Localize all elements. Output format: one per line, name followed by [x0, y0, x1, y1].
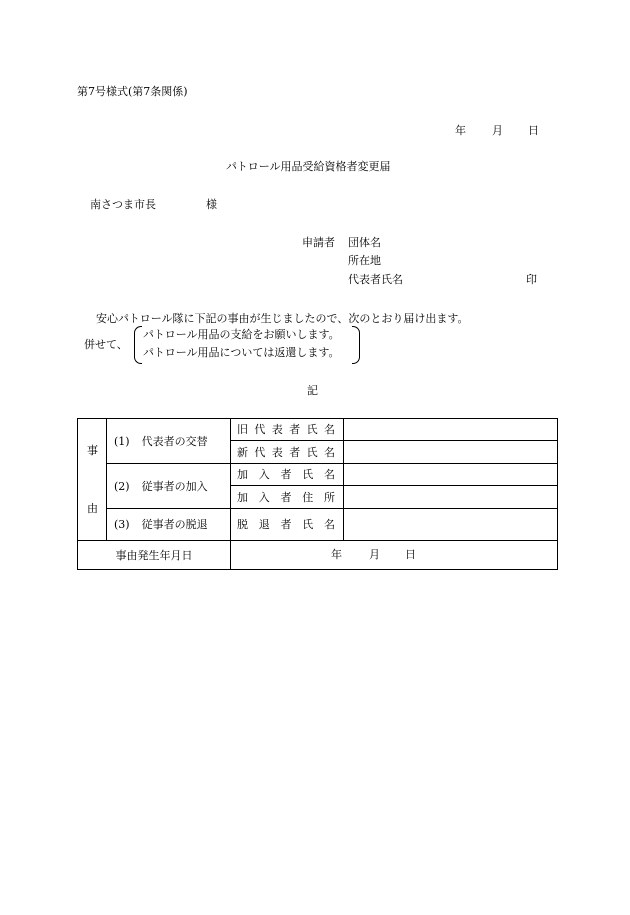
field-withdrawn-name-label: 脱退者氏名: [237, 518, 335, 531]
field-member-name-label: 加入者氏名: [237, 468, 335, 481]
form-number: 第7号様式(第7条関係): [77, 85, 188, 98]
left-bracket: [134, 326, 142, 364]
date-row-value[interactable]: [231, 541, 558, 570]
item-1-label: 代表者の交替: [141, 434, 208, 448]
ki-heading: 記: [307, 384, 318, 397]
item-1-cell: [107, 419, 231, 464]
item-3-number: (3): [114, 518, 130, 531]
body-line1: 安心パトロール隊に下記の事由が生じましたので、次のとおり届け出ます。: [96, 312, 469, 325]
field-member-address-label: 加入者住所: [237, 490, 335, 504]
applicant-representative: 代表者氏名: [348, 273, 403, 286]
item-2-cell: [107, 464, 231, 509]
addressee-name: 南さつま市長: [90, 198, 156, 211]
applicant-address: 所在地: [348, 254, 381, 267]
seal-mark: 印: [526, 273, 537, 286]
right-bracket: [352, 326, 360, 364]
date-header-day: 日: [528, 124, 539, 137]
field-member-address-input[interactable]: [344, 486, 558, 509]
date-row-day: 日: [405, 548, 416, 561]
option-supply: パトロール用品の支給をお願いします。: [143, 328, 340, 341]
field-withdrawn-name-input[interactable]: [344, 509, 558, 541]
date-row-month: 月: [369, 548, 380, 561]
option-return: パトロール用品については返還します。: [143, 346, 340, 359]
item-3-cell: [107, 509, 231, 541]
document-title: パトロール用品受給資格者変更届: [226, 160, 391, 173]
addressee-suffix: 様: [206, 198, 217, 211]
date-header-year: 年: [455, 124, 466, 137]
item-2-number: (2): [114, 479, 130, 493]
item-3-label: 従事者の脱退: [141, 518, 208, 531]
applicant-label: 申請者: [302, 236, 335, 249]
reason-char-2: 由: [87, 502, 98, 515]
field-new-rep-name-input[interactable]: [344, 441, 558, 464]
reason-header-cell: [78, 419, 107, 541]
reason-table: [77, 418, 558, 570]
date-row-year: 年: [331, 548, 342, 561]
date-header-month: 月: [492, 124, 503, 137]
field-old-rep-name-label: 旧代表者氏名: [237, 423, 335, 436]
body-prefix: 併せて、: [84, 338, 128, 351]
item-2-label: 従事者の加入: [141, 479, 208, 493]
field-member-name-input[interactable]: [344, 464, 558, 486]
item-1-number: (1): [114, 434, 130, 448]
field-old-rep-name-input[interactable]: [344, 419, 558, 441]
field-new-rep-name-label: 新代表者氏名: [237, 445, 335, 459]
applicant-group-name: 団体名: [348, 236, 381, 249]
date-row-label: 事由発生年月日: [78, 541, 231, 570]
reason-char-1: 事: [87, 444, 98, 457]
